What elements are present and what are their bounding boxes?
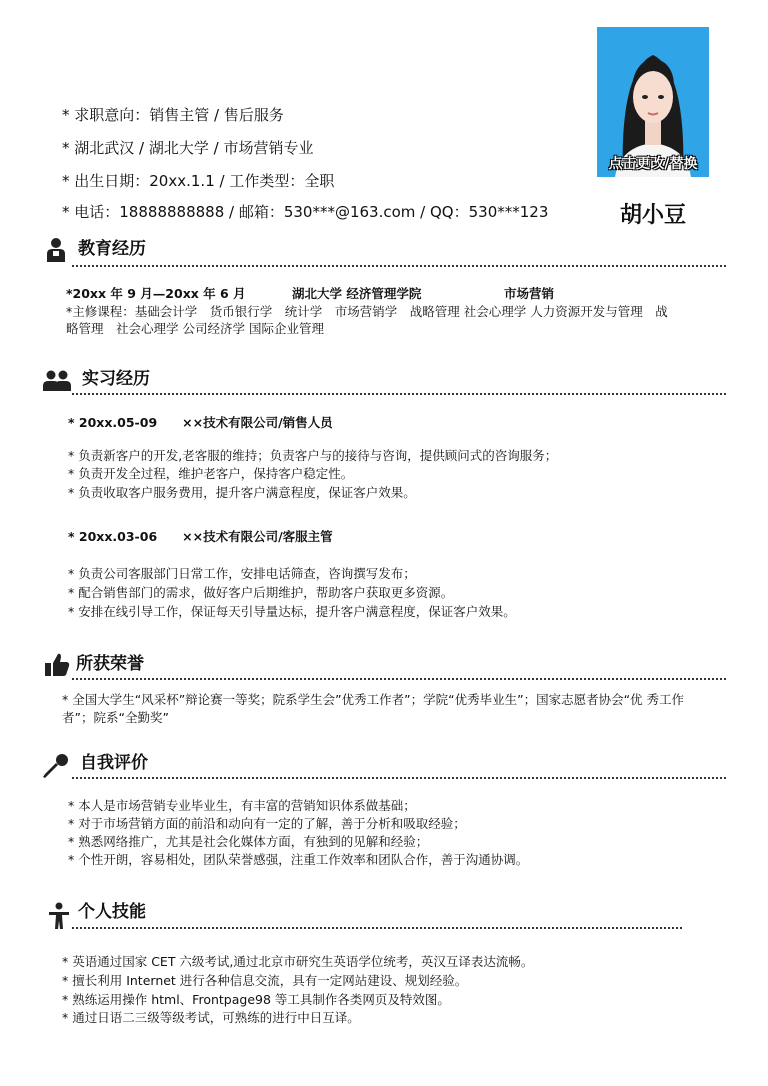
candidate-name: 胡小豆 [619, 203, 686, 228]
runner-icon [48, 902, 70, 930]
education-courses-cont: 略管理 社会心理学 公司经济学 国际企业管理 [66, 321, 324, 336]
section-title-honors: 所获荣誉 [76, 654, 144, 674]
person-icon [44, 236, 68, 264]
job-duty: * 负责新客户的开发,老客服的维持；负责客户与的接待与咨询，提供顾问式的咨询服务； [68, 448, 558, 463]
photo-change-caption[interactable]: 点击更改/替换 [608, 156, 698, 172]
profile-photo[interactable] [597, 27, 709, 177]
job-duty: * 配合销售部门的需求，做好客户后期维护，帮助客户获取更多资源。 [68, 585, 454, 600]
self-eval-item: * 熟悉网络推广，尤其是社会化媒体方面，有独到的见解和经验； [68, 834, 429, 849]
honors-text-cont: 者”；院系“全勤奖” [62, 710, 169, 725]
section-divider [72, 777, 726, 779]
job-header: * 20xx.03-06 ××技术有限公司/客服主管 [68, 529, 333, 544]
job-duty: * 负责开发全过程，维护老客户，保持客户稳定性。 [68, 466, 354, 481]
section-divider [72, 265, 726, 267]
job-intention: * 求职意向：销售主管 / 售后服务 [62, 106, 284, 124]
job-duty: * 负责公司客服部门日常工作，安排电话筛查，咨询撰写发布； [68, 566, 416, 581]
job-duty: * 负责收取客户服务费用，提升客户满意程度，保证客户效果。 [68, 485, 416, 500]
education-major: 市场营销 [504, 286, 555, 301]
section-divider [72, 393, 726, 395]
thumbs-up-icon [44, 652, 70, 678]
skill-item: * 通过日语二三级等级考试，可熟练的进行中日互译。 [62, 1010, 360, 1025]
education-school: 湖北大学 经济管理学院 [292, 286, 422, 301]
birth-job-type: * 出生日期：20xx.1.1 / 工作类型：全职 [62, 172, 335, 190]
section-title-education: 教育经历 [78, 239, 146, 259]
skill-item: * 英语通过国家 CET 六级考试,通过北京市研究生英语学位统考，英汉互译表达流畅。 [62, 954, 534, 969]
education-period: *20xx 年 9 月—20xx 年 6 月 [66, 286, 246, 301]
section-divider [72, 678, 726, 680]
contact-info: * 电话：18888888888 / 邮箱：530***@163.com / QQ：530***123 [62, 203, 549, 221]
location-school-major: * 湖北武汉 / 湖北大学 / 市场营销专业 [62, 139, 314, 157]
section-title-internship: 实习经历 [82, 369, 150, 389]
skill-item: * 熟练运用操作 html、Frontpage98 等工具制作各类网页及特效图。 [62, 992, 450, 1007]
self-eval-item: * 对于市场营销方面的前沿和动向有一定的了解，善于分析和吸取经验； [68, 816, 466, 831]
self-eval-item: * 个性开朗，容易相处，团队荣誉感强，注重工作效率和团队合作，善于沟通协调。 [68, 852, 529, 867]
self-eval-item: * 本人是市场营销专业毕业生，有丰富的营销知识体系做基础； [68, 798, 416, 813]
job-header: * 20xx.05-09 ××技术有限公司/销售人员 [68, 415, 333, 430]
skill-item: * 擅长利用 Internet 进行各种信息交流，具有一定网站建设、规划经验。 [62, 973, 468, 988]
section-title-self-evaluation: 自我评价 [80, 753, 148, 773]
education-courses: *主修课程：基础会计学 货币银行学 统计学 市场营销学 战略管理 社会心理学 人力资源开发与管理 战 [66, 304, 668, 319]
section-title-skills: 个人技能 [78, 902, 146, 922]
job-duty: * 安排在线引导工作，保证每天引导量达标，提升客户满意程度，保证客户效果。 [68, 604, 516, 619]
group-icon [42, 368, 72, 392]
microphone-icon [42, 752, 70, 780]
honors-text: * 全国大学生“风采杯”辩论赛一等奖；院系学生会”优秀工作者”；学院“优秀毕业生”；国家志愿者协会“优 秀工作 [62, 692, 685, 707]
section-divider [72, 927, 682, 929]
